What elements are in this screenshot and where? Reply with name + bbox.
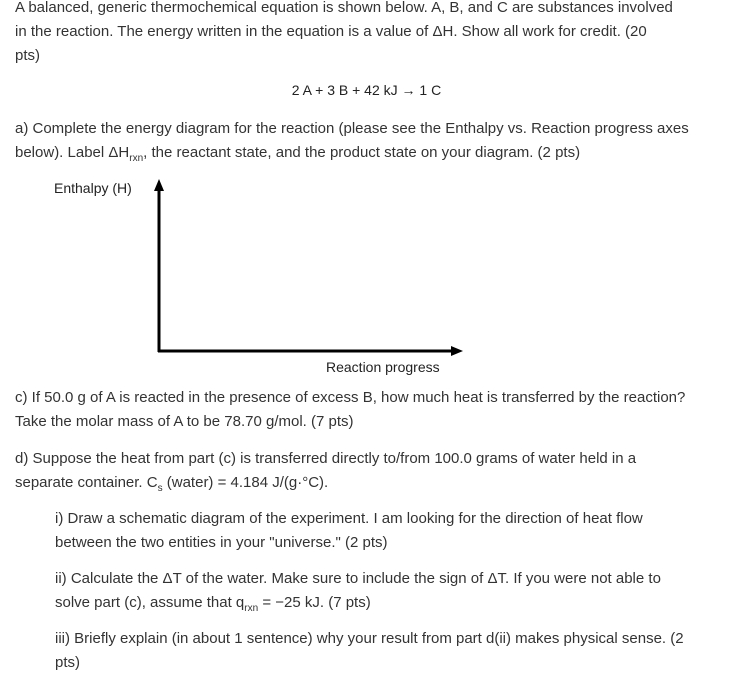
part-d-ii-line-2: solve part (c), assume that $q_{rxn} = -25$ kJ. (7 pts): [55, 594, 371, 614]
part-c-line-2: Take the molar mass of A to be 78.70 g/mol. (7 pts): [15, 413, 354, 430]
intro-line-2: in the reaction. The energy written in the equation is a value of ΔH. Show all work for credit. (20: [15, 23, 647, 40]
intro-line-3: pts): [15, 47, 41, 64]
part-c-line-1: c) If 50.0 g of A is reacted in the presence of excess B, how much heat is transferred by the reaction?: [15, 389, 686, 406]
part-d-line-1: d) Suppose the heat from part (c) is transferred directly to/from 100.0 grams of water held in a: [15, 450, 637, 467]
part-d-i-line-1: i) Draw a schematic diagram of the experiment. I am looking for the direction of heat flow: [55, 510, 643, 527]
x-axis-arrowhead: [451, 346, 463, 356]
y-axis-arrowhead: [154, 179, 164, 191]
part-d-iii-line-2: pts): [55, 654, 81, 671]
intro-line-1: A balanced, generic thermochemical equation is shown below. A, B, and C are substances involved: [15, 0, 673, 16]
thermochemical-equation: 2 A + 3 B + 42 kJ → 1 C: [291, 82, 442, 98]
y-axis-label: Enthalpy (H): [54, 180, 132, 196]
part-a-line-2: below). Label $\Delta H_{rxn}$, the reactant state, and the product state on your diagram. (2 pts): [15, 144, 581, 164]
part-d-line-2: separate container. $C_s$ (water) = 4.184 J/(g·°C).: [15, 474, 329, 494]
part-d-ii-line-1: ii) Calculate the ΔT of the water. Make sure to include the sign of ΔT. If you were not able to: [55, 570, 661, 587]
part-a-line-1: a) Complete the energy diagram for the reaction (please see the Enthalpy vs. Reaction progress axes: [15, 120, 689, 137]
x-axis-label: Reaction progress: [326, 359, 440, 375]
part-d-iii-line-1: iii) Briefly explain (in about 1 sentence) why your result from part d(ii) makes physical sense. (2: [55, 630, 684, 647]
part-d-i-line-2: between the two entities in your "universe." (2 pts): [55, 534, 388, 551]
